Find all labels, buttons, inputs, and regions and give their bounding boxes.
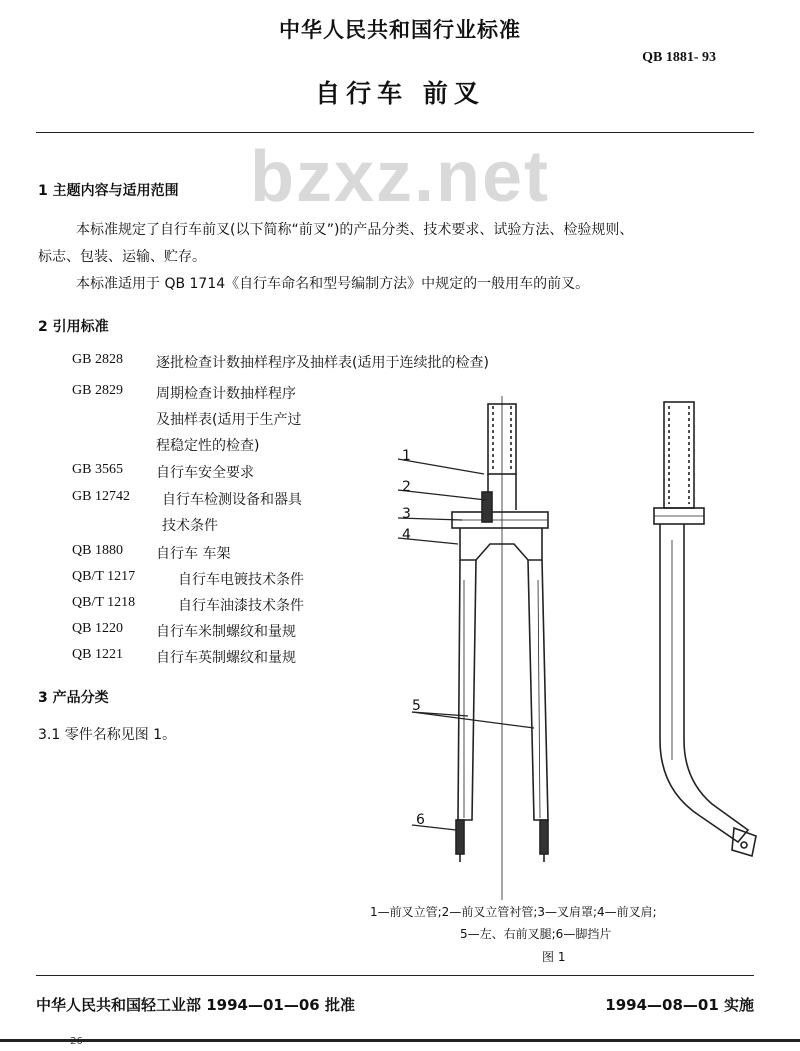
front-fork-side-view [654,402,756,856]
bottom-border [0,1039,800,1042]
section-1-heading: 1 主题内容与适用范围 [38,183,179,199]
ref-title: 自行车米制螺纹和量规 [156,624,296,640]
ref-title: 自行车英制螺纹和量规 [156,650,296,666]
ref-code: QB/T 1217 [72,569,136,584]
section-1-paragraph-1-line-1: 本标准规定了自行车前叉(以下简称“前叉”)的产品分类、技术要求、试验方法、检验规则、 [76,222,634,238]
document-title: 自行车 前叉 [315,79,485,108]
part-label: 6 [416,812,425,828]
ref-code: GB 2829 [72,383,123,398]
ref-code: QB 1880 [72,543,123,558]
standard-code: QB 1881- 93 [642,50,716,65]
ref-title: 周期检查计数抽样程序 [156,386,296,402]
part-label: 1 [402,448,411,464]
part-label: 5 [412,698,421,714]
ref-title: 自行车检测设备和器具 [162,492,302,508]
leader-lines [398,459,534,830]
figure-caption-line-2: 5—左、右前叉腿;6—脚挡片 [460,927,612,941]
implementation-date: 1994—08—01 实施 [605,996,754,1014]
section-2-heading: 2 引用标准 [38,319,109,335]
issuing-org-title: 中华人民共和国行业标准 [279,18,521,42]
part-label: 2 [402,479,411,495]
ref-code: GB 12742 [72,489,130,504]
section-3-heading: 3 产品分类 [38,690,109,706]
figure-title: 图 1 [542,950,566,964]
part-label: 4 [402,527,411,543]
footer-rule [36,975,754,976]
ref-title-continued: 程稳定性的检查) [156,438,260,454]
part-label: 3 [402,506,411,522]
approval-statement: 中华人民共和国轻工业部 1994—01—06 批准 [36,996,355,1014]
watermark-text: bzxz.net [249,137,551,217]
ref-title-continued: 及抽样表(适用于生产过 [156,412,302,428]
ref-title-continued: 技术条件 [162,518,218,534]
ref-title: 自行车安全要求 [156,465,254,481]
ref-code: QB 1220 [72,621,123,636]
ref-code: QB 1221 [72,647,123,662]
section-1-paragraph-2: 本标准适用于 QB 1714《自行车命名和型号编制方法》中规定的一般用车的前叉。 [76,276,590,292]
figure-caption-line-1: 1—前叉立管;2—前叉立管衬管;3—叉肩罩;4—前叉肩; [370,905,657,919]
ref-title: 自行车电镀技术条件 [178,572,304,588]
section-1-paragraph-1-line-2: 标志、包装、运输、贮存。 [38,249,206,265]
section-3-1-text: 3.1 零件名称见图 1。 [38,727,177,743]
front-fork-front-view [452,396,548,900]
ref-title: 自行车 车架 [156,546,231,562]
ref-title: 自行车油漆技术条件 [178,598,304,614]
ref-code: GB 3565 [72,462,123,477]
ref-title: 逐批检查计数抽样程序及抽样表(适用于连续批的检查) [156,355,489,371]
ref-code: QB/T 1218 [72,595,136,610]
ref-code: GB 2828 [72,352,123,367]
